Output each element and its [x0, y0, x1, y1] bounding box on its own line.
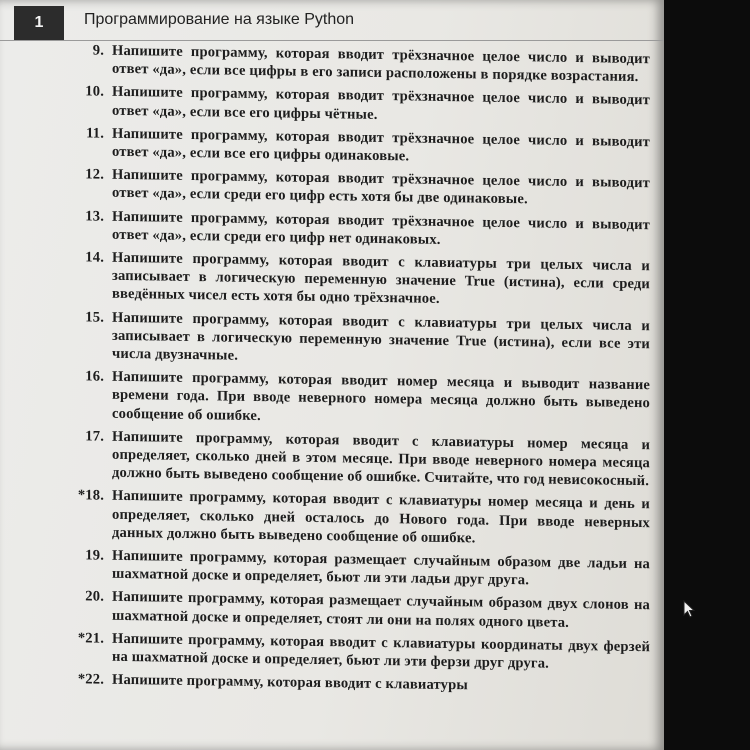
- chapter-title: Программирование на языке Python: [84, 11, 355, 28]
- mouse-cursor-icon: [683, 600, 695, 618]
- task-text: Напишите программу, которая вводит с клавиатуры номер месяца и день и определяет, сколько дней осталось до Нового года. При вводе неверных данных должно быть выведено сообщение об ошибке.: [112, 488, 650, 547]
- task-item: [0, 307, 664, 372]
- task-number: 13.: [85, 207, 104, 225]
- task-number: 14.: [85, 249, 104, 266]
- task-text: Напишите программу, которая вводит с клавиатуры три целых числа и записывает в логическую переменную значение True (истина), если среди введённых чисел есть хотя бы одно трёхзначное.: [112, 249, 650, 308]
- task-number: 11.: [86, 125, 104, 142]
- task-text: Напишите программу, которая вводит с клавиатуры номер месяца и определяет, сколько дней в этом месяце. При вводе неверного номера месяца должно быть выведено сообщение об ошибке. Считайте, что год невисокосный.: [112, 428, 650, 490]
- task-number: 19.: [85, 547, 104, 564]
- task-text: Напишите программу, которая вводит трёхзначное целое число и выводит ответ «да», если все его цифры чётные.: [112, 84, 650, 123]
- task-item: [0, 247, 664, 312]
- task-text: Напишите программу, которая вводит с клавиатуры координаты двух ферзей на шахматной доске и определяет, бьют ли эти ферзи друг друга.: [112, 630, 650, 672]
- task-number: 16.: [85, 368, 104, 385]
- task-item: [0, 426, 664, 491]
- chapter-number-box: 1: [14, 6, 64, 40]
- task-text: Напишите программу, которая вводит трёхзначное целое число и выводит ответ «да», если среди его цифр нет одинаковых.: [112, 208, 650, 248]
- task-item: [0, 366, 664, 431]
- task-list: [0, 40, 664, 698]
- task-text: Напишите программу, которая вводит с клавиатуры: [112, 672, 468, 694]
- task-number: 20.: [85, 588, 104, 606]
- task-number: 10.: [85, 83, 104, 101]
- task-number: 17.: [85, 428, 104, 445]
- task-text: Напишите программу, которая вводит трёхзначное целое число и выводит ответ «да», если среди его цифр есть хотя бы две одинаковые.: [112, 166, 650, 208]
- task-number: 15.: [85, 308, 104, 326]
- task-text: Напишите программу, которая размещает случайным образом две ладьи на шахматной доске и определяет, бьют ли эти ладьи друг друга.: [112, 547, 650, 589]
- task-item: [0, 485, 664, 550]
- task-text: Напишите программу, которая вводит трёхзначное целое число и выводит ответ «да», если все его цифры одинаковые.: [112, 125, 650, 165]
- task-number: 9.: [92, 42, 104, 59]
- task-number: *18.: [77, 487, 104, 505]
- task-number: 12.: [85, 166, 104, 183]
- task-text: Напишите программу, которая вводит номер месяца и выводит название времени года. При вводе неверного номера месяца должно быть выведено сообщение об ошибке.: [112, 369, 650, 424]
- task-text: Напишите программу, которая вводит с клавиатуры три целых числа и записывает в логическую переменную значение True (истина), если все эти числа двузначные.: [112, 309, 650, 364]
- task-text: Напишите программу, которая вводит трёхзначное целое число и выводит ответ «да», если все цифры в его записи расположены в порядке возрастания.: [112, 42, 650, 86]
- page-header: [0, 6, 664, 41]
- task-number: *22.: [77, 671, 104, 688]
- task-number: *21.: [77, 630, 104, 647]
- task-text: Напишите программу, которая размещает случайным образом двух слонов на шахматной доске и определяет, стоят ли они на полях одного цвета.: [112, 589, 650, 631]
